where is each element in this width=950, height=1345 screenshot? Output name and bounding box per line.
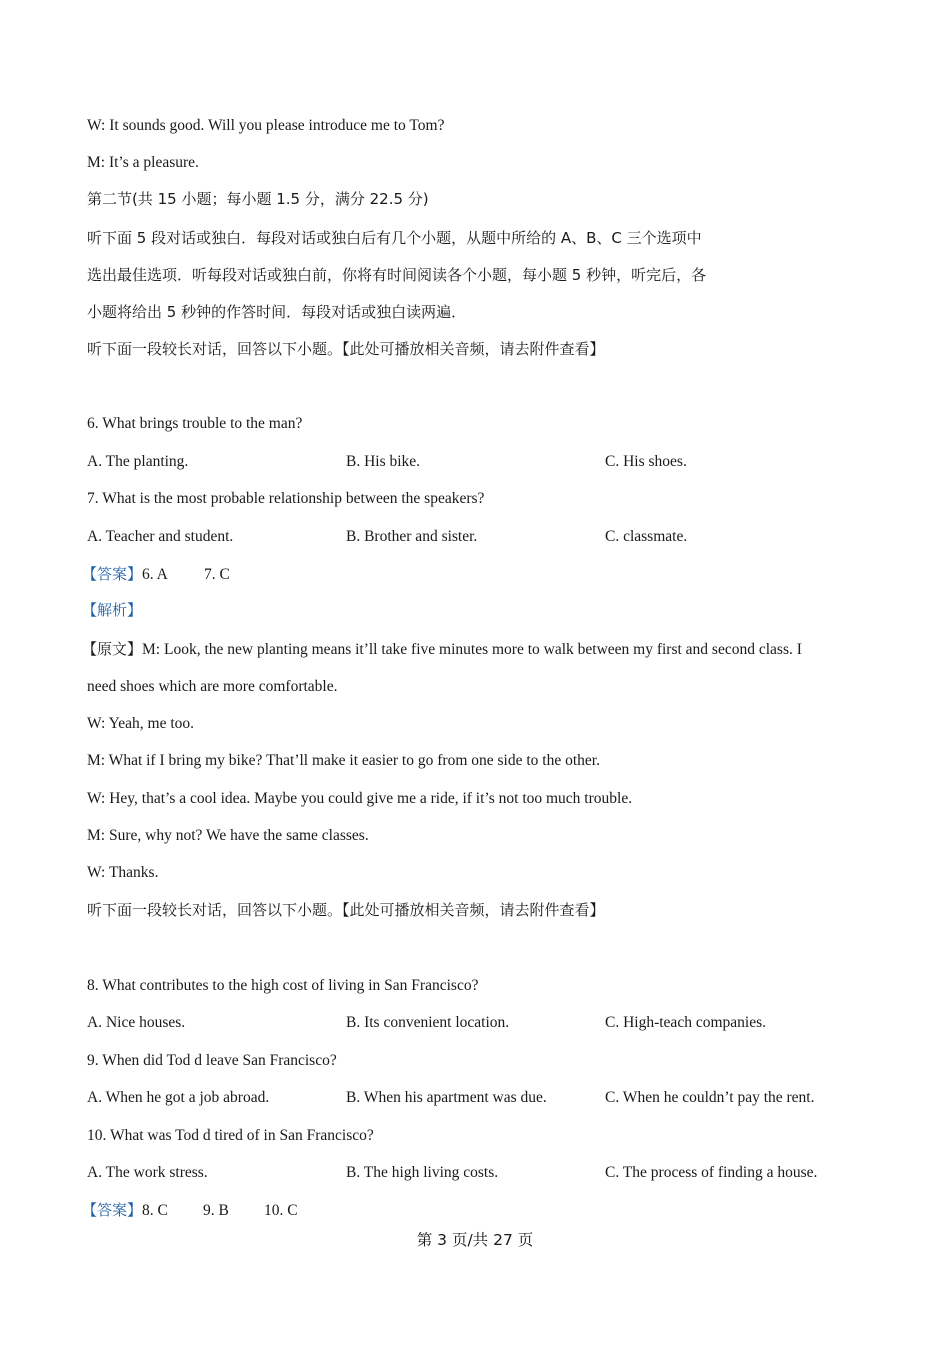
option-6b: B. His bike. — [346, 453, 421, 470]
question-stem-9: 9. When did Tod d leave San Francisco? — [87, 1052, 337, 1069]
instruction-line: 小题将给出 5 秒钟的作答时间．每段对话或独白读两遍． — [87, 303, 467, 321]
option-8b: B. Its convenient location. — [346, 1014, 510, 1031]
option-10a: A. The work stress. — [87, 1164, 208, 1181]
question-stem-8: 8. What contributes to the high cost of living in San Francisco? — [87, 977, 479, 994]
instruction-line: 听下面 5 段对话或独白．每段对话或独白后有几个小题，从题中所给的 A、B、C 三个选项中 — [87, 229, 702, 247]
option-7b: B. Brother and sister. — [346, 528, 478, 545]
option-8a: A. Nice houses. — [87, 1014, 186, 1031]
option-6c: C. His shoes. — [605, 453, 687, 470]
page-footer: 第 3 页/共 27 页 — [416, 1231, 534, 1249]
transcript-line: W: Yeah, me too. — [87, 715, 195, 732]
analysis-tag: 【解析】 — [82, 601, 143, 619]
option-7c: C. classmate. — [605, 528, 688, 545]
transcript-line: W: Thanks. — [87, 864, 159, 881]
transcript-text: M: Look, the new planting means it’ll take five minutes more to walk between my first and second class. I — [142, 641, 802, 658]
option-9a: A. When he got a job abroad. — [87, 1089, 270, 1106]
option-10c: C. The process of finding a house. — [605, 1164, 818, 1181]
option-9b: B. When his apartment was due. — [346, 1089, 547, 1106]
option-8c: C. High-teach companies. — [605, 1014, 766, 1031]
answer-tag: 【答案】 — [82, 565, 143, 583]
answer-9: 9. B — [203, 1202, 229, 1219]
option-10b: B. The high living costs. — [346, 1164, 499, 1181]
question-stem-10: 10. What was Tod d tired of in San Francisco? — [87, 1127, 374, 1144]
dialogue-line: M: It’s a pleasure. — [87, 154, 199, 171]
question-stem-6: 6. What brings trouble to the man? — [87, 415, 303, 432]
audio-note: 听下面一段较长对话，回答以下小题。【此处可播放相关音频，请去附件查看】 — [87, 901, 605, 919]
transcript-line: M: Sure, why not? We have the same classes. — [87, 827, 369, 844]
dialogue-line: W: It sounds good. Will you please introduce me to Tom? — [87, 117, 445, 134]
section-heading: 第二节(共 15 小题；每小题 1.5 分，满分 22.5 分) — [87, 190, 429, 208]
answer-line — [82, 1200, 298, 1221]
question-stem-7: 7. What is the most probable relationship between the speakers? — [87, 490, 485, 507]
answer-8: 8. C — [142, 1202, 168, 1219]
transcript-line: M: What if I bring my bike? That’ll make it easier to go from one side to the other. — [87, 752, 600, 769]
answer-10: 10. C — [264, 1202, 298, 1219]
option-9c: C. When he couldn’t pay the rent. — [605, 1089, 815, 1106]
instruction-line: 选出最佳选项．听每段对话或独白前，你将有时间阅读各个小题，每小题 5 秒钟，听完后，各 — [87, 266, 707, 284]
answer-6: 6. A — [142, 566, 168, 583]
option-7a: A. Teacher and student. — [87, 528, 234, 545]
answer-7: 7. C — [204, 566, 230, 583]
audio-note: 听下面一段较长对话，回答以下小题。【此处可播放相关音频，请去附件查看】 — [87, 340, 605, 358]
answer-tag: 【答案】 — [82, 1201, 143, 1219]
transcript-line: need shoes which are more comfortable. — [87, 678, 338, 695]
transcript-tag: 【原文】 — [82, 640, 143, 658]
transcript-line: W: Hey, that’s a cool idea. Maybe you could give me a ride, if it’s not too much trouble. — [87, 790, 633, 807]
option-6a: A. The planting. — [87, 453, 189, 470]
transcript-line — [82, 639, 802, 660]
answer-line — [82, 564, 230, 585]
